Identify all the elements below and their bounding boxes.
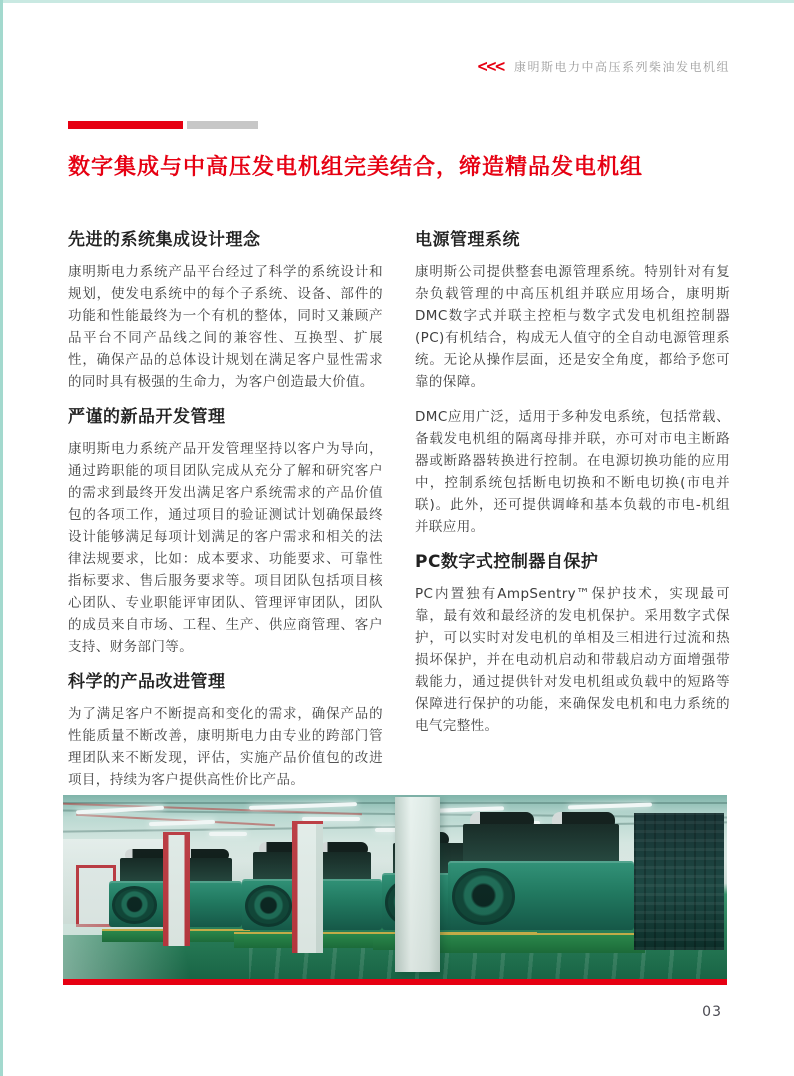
section-paragraph: PC内置独有AmpSentry™保护技术，实现最可靠，最有效和最经济的发电机保护。采用数字式保护，可以实时对发电机的单相及三相进行过流和热损坏保护，并在电动机启动和带载启动方面增强带载能力，通过提供针对发电机组或负载中的短路等保障进行保护的功能，来确保发电机和电力系统的电气完整性。 xyxy=(415,586,730,734)
page-edge-left xyxy=(0,0,3,1076)
generator-room-photo xyxy=(63,795,727,979)
photo-color-tint xyxy=(63,795,727,979)
page-title: 数字集成与中高压发电机组完美结合，缔造精品发电机组 xyxy=(68,155,644,180)
section-paragraph: DMC应用广泛，适用于多种发电系统，包括常载、备载发电机组的隔离母排并联，亦可对市电主断路器或断路器转换进行控制。在电源切换功能的应用中，控制系统包括断电切换和不断电切换(市电并联)。此外，还可提供调峰和基本负载的市电-机组并联应用。 xyxy=(415,409,730,535)
photo-bottom-red-bar xyxy=(63,979,727,985)
section-heading: 严谨的新品开发管理 xyxy=(68,407,226,427)
section-heading: PC数字式控制器自保护 xyxy=(415,552,599,572)
chevrons-left-icon: <<< xyxy=(476,57,503,76)
section-pc-controller-protection xyxy=(415,551,730,737)
left-column xyxy=(68,229,383,804)
section-heading: 电源管理系统 xyxy=(415,230,520,250)
section-system-integration xyxy=(68,229,383,393)
gray-accent-bar xyxy=(187,121,258,129)
section-paragraph: 康明斯电力系统产品开发管理坚持以客户为导向，通过跨职能的项目团队完成从充分了解和研究客户的需求到最终开发出满足客户系统需求的产品价值包的各项工作，通过项目的验证测试计划确保最终设计能够满足每项计划满足的客户需求和相关的法律法规要求，比如：成本要求、功能要求、可靠性指标要求、售后服务要求等。项目团队包括项目核心团队、专业职能评审团队、管理评审团队，团队的成员来自市场、工程、生产、供应商管理、客户支持、财务部门等。 xyxy=(68,441,383,655)
section-heading: 科学的产品改进管理 xyxy=(68,672,226,692)
body-columns xyxy=(68,229,730,804)
section-product-development xyxy=(68,406,383,658)
red-accent-bar xyxy=(68,121,183,129)
section-paragraph: 康明斯电力系统产品平台经过了科学的系统设计和规划，使发电系统中的每个子系统、设备、部件的功能和性能最终为一个有机的整体，同时又兼顾产品平台不同产品线之间的兼容性、互换型、扩展性，确保产品的总体设计规划在满足客户显性需求的同时具有极强的生命力，为客户创造最大价值。 xyxy=(68,264,383,390)
accent-bars xyxy=(68,121,258,129)
header-series-title: 康明斯电力中高压系列柴油发电机组 xyxy=(513,60,730,74)
section-paragraph: 为了满足客户不断提高和变化的需求，确保产品的性能质量不断改善，康明斯电力由专业的跨部门管理团队来不断发现，评估，实施产品价值包的改进项目，持续为客户提供高性价比产品。 xyxy=(68,706,383,788)
section-product-improvement xyxy=(68,671,383,791)
right-column xyxy=(415,229,730,804)
section-paragraph: 康明斯公司提供整套电源管理系统。特别针对有复杂负载管理的中高压机组并联应用场合，康明斯DMC数字式并联主控柜与数字式发电机组控制器(PC)有机结合，构成无人值守的全自动电源管理系统。无论从操作层面，还是安全角度，都给予您可靠的保障。 xyxy=(415,264,730,390)
page-edge-top xyxy=(0,0,794,3)
running-header xyxy=(477,58,730,75)
section-heading: 先进的系统集成设计理念 xyxy=(68,230,261,250)
page-number: 03 xyxy=(702,1004,722,1020)
section-power-management xyxy=(415,229,730,538)
